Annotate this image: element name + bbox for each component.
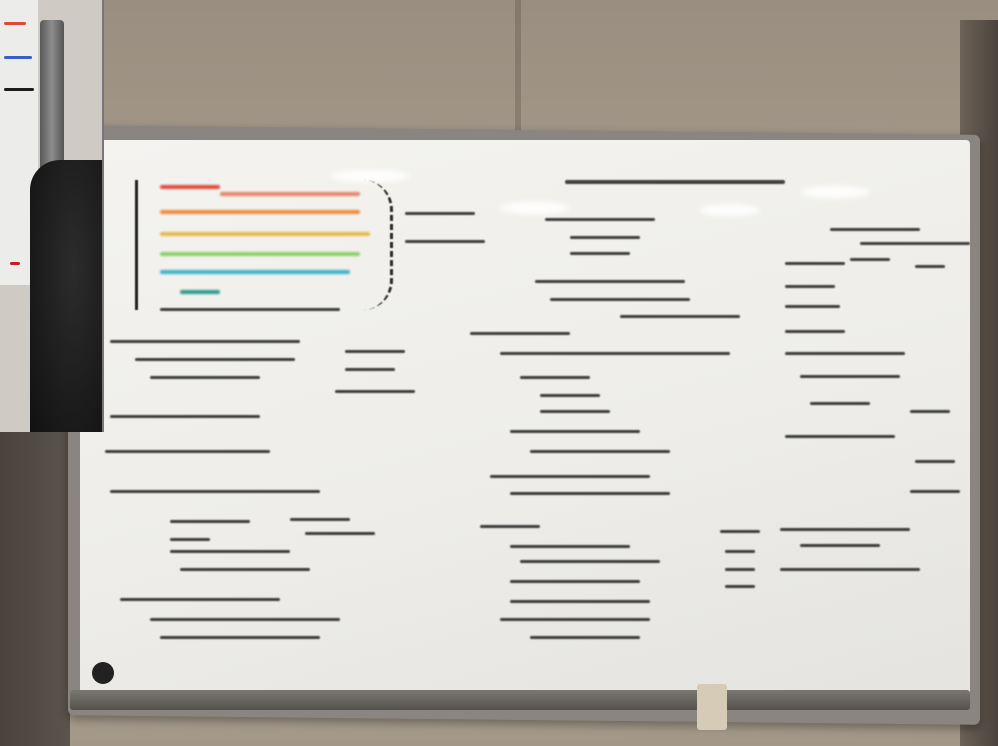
ink-line: [510, 580, 640, 583]
green-line: [160, 252, 360, 256]
light-glare: [800, 186, 870, 198]
ink-line: [860, 242, 970, 245]
list-rule: [135, 180, 138, 310]
ink-line: [570, 252, 630, 255]
ink-line: [620, 315, 740, 318]
ink-line: [830, 228, 920, 231]
ink-line: [345, 368, 395, 371]
ink-line: [520, 376, 590, 379]
ink-line: [800, 375, 900, 378]
ink-line: [785, 305, 840, 308]
ink-line: [725, 568, 755, 571]
ink-line: [160, 636, 320, 639]
red-line: [4, 22, 26, 25]
teal-line: [180, 290, 220, 294]
ink-line: [785, 352, 905, 355]
ink-line: [510, 492, 670, 495]
ink-line: [335, 390, 415, 393]
ink-line: [180, 568, 310, 571]
red-line: [160, 185, 220, 189]
ink-line: [170, 550, 290, 553]
ink-line: [550, 298, 690, 301]
ink-line: [720, 530, 760, 533]
ink-line: [480, 525, 540, 528]
ink-line: [4, 88, 34, 91]
ink-line: [470, 332, 570, 335]
ink-line: [135, 358, 295, 361]
ink-line: [535, 280, 685, 283]
ink-line: [345, 350, 405, 353]
ink-line: [800, 544, 880, 547]
ink-line: [520, 560, 660, 563]
ink-line: [785, 262, 845, 265]
ink-line: [105, 450, 270, 453]
ink-line: [305, 532, 375, 535]
blue-line: [4, 56, 32, 59]
ink-line: [780, 568, 920, 571]
ink-line: [405, 212, 475, 215]
ink-line: [150, 618, 340, 621]
ink-line: [170, 520, 250, 523]
yellow-line: [160, 232, 370, 236]
ink-line: [915, 265, 945, 268]
ink-line: [785, 330, 845, 333]
ink-heading: [565, 180, 785, 184]
ink-line: [510, 600, 650, 603]
ink-line: [500, 618, 650, 621]
ink-line: [850, 258, 890, 261]
ink-line: [785, 435, 895, 438]
ink-line: [540, 410, 610, 413]
ink-line: [290, 518, 350, 521]
ink-line: [110, 340, 300, 343]
ink-line: [910, 490, 960, 493]
ink-line: [510, 430, 640, 433]
ink-line: [160, 308, 340, 311]
ink-line: [545, 218, 655, 221]
ink-line: [540, 394, 600, 397]
inset-photo: [0, 0, 104, 432]
office-chair: [30, 160, 102, 432]
ink-line: [120, 598, 280, 601]
orange-line: [160, 210, 360, 214]
cyan-line: [160, 270, 350, 274]
ink-line: [810, 402, 870, 405]
ink-line: [915, 460, 955, 463]
wall-seam: [515, 0, 521, 150]
ink-line: [150, 376, 260, 379]
ink-line: [110, 415, 260, 418]
ink-line: [785, 285, 835, 288]
ink-line: [530, 450, 670, 453]
light-glare: [500, 202, 570, 214]
ink-line: [170, 538, 210, 541]
ink-line: [510, 545, 630, 548]
red-mark: [10, 262, 20, 265]
ink-line: [110, 490, 320, 493]
ink-line: [530, 636, 640, 639]
left-shadow: [0, 430, 70, 746]
light-glare: [700, 204, 760, 216]
red-line: [220, 192, 360, 196]
ink-line: [725, 550, 755, 553]
ink-line: [490, 475, 650, 478]
ink-line: [405, 240, 485, 243]
ink-line: [570, 236, 640, 239]
ink-line: [725, 585, 755, 588]
ink-line: [500, 352, 730, 355]
wall-outlet: [697, 684, 727, 730]
marker-tray: [70, 690, 970, 710]
ink-line: [780, 528, 910, 531]
whiteboard: [80, 140, 970, 700]
ink-line: [910, 410, 950, 413]
magnet: [92, 662, 114, 684]
bracket: [360, 180, 393, 310]
